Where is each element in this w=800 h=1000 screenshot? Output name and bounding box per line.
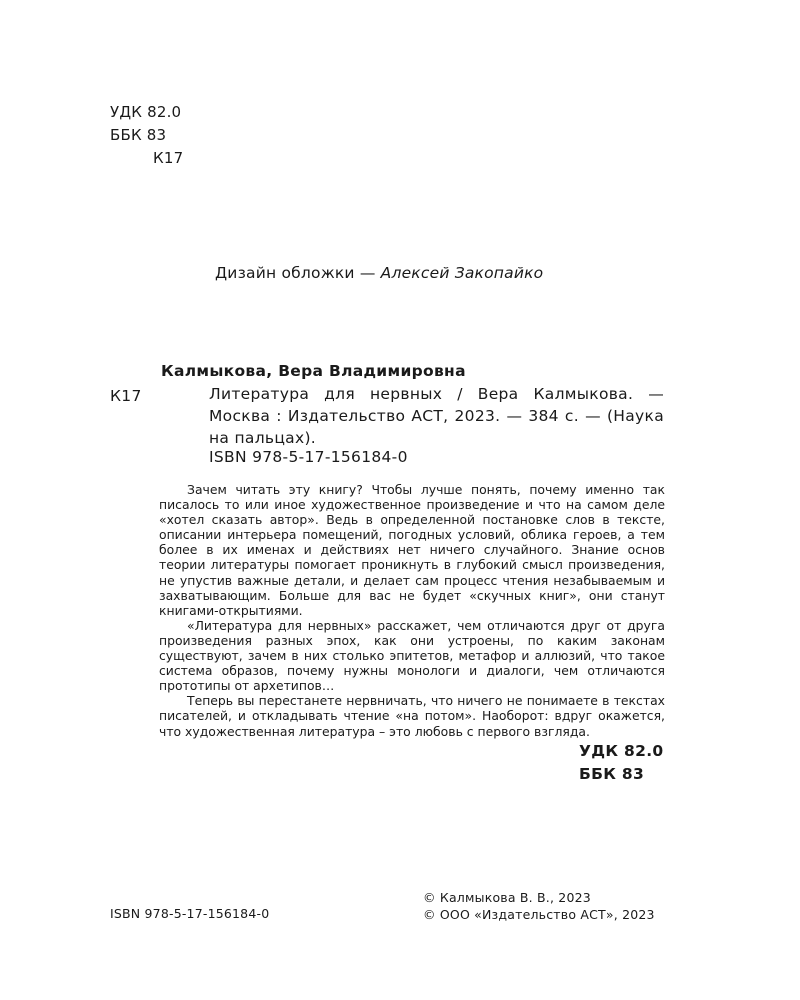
copyright-author: © Калмыкова В. В., 2023 — [423, 890, 591, 905]
udk-code-bold: УДК 82.0 — [579, 742, 664, 760]
annotation-paragraph: Теперь вы перестанете нервничать, что ничего не понимаете в текстах писателей, и откладывать чтение «на потом». Наоборот: вдруг окажется, что художественная литература – это любовь с первого взгляда. — [159, 693, 665, 739]
classification-block-top — [110, 101, 183, 170]
cover-design-credit — [215, 264, 543, 282]
copyright-publisher: © ООО «Издательство АСТ», 2023 — [423, 907, 655, 922]
bbk-code: ББК 83 — [110, 126, 167, 144]
annotation-paragraph: «Литература для нервных» расскажет, чем отличаются друг от друга произведения разных эпох, как они устроены, по каким законам существуют, зачем в них столько эпитетов, метафор и аллюзий, что такое система образов, почему нужны монологи и диалоги, чем отличаются прототипы от архетипов… — [159, 617, 665, 694]
catalog-description: Литература для нервных / Вера Калмыкова. — Москва : Издательство АСТ, 2023. — 384 с. — (Наука на пальцах). — [209, 385, 664, 447]
bbk-code-bold: ББК 83 — [579, 765, 645, 783]
catalog-author-mark: К17 — [110, 387, 142, 405]
cover-designer-name: Алексей Закопайко — [380, 264, 544, 282]
author-mark: К17 — [153, 149, 184, 167]
catalog-isbn: ISBN 978-5-17-156184-0 — [209, 448, 408, 466]
annotation — [159, 482, 665, 739]
cover-design-label: Дизайн обложки — — [215, 264, 381, 282]
catalog-author-heading: Калмыкова, Вера Владимировна — [161, 362, 466, 380]
footer-isbn: ISBN 978-5-17-156184-0 — [110, 906, 270, 921]
udk-code: УДК 82.0 — [110, 103, 182, 121]
annotation-paragraph: Зачем читать эту книгу? Чтобы лучше понять, почему именно так писалось то или иное художественное произведение и что на самом деле «хотел сказать автор». Ведь в определенной постановке слов в тексте, описании интерьера помещений, погодных условий, облика героев, а тем более в их именах и действиях нет ничего случайного. Знание основ теории литературы помогает проникнуть в глубокий смысл произведения, не упустив важные детали, и делает сам процесс чтения незабываемым и захватывающим. Больше для вас не будет «скучных книг», они станут книгами-открытиями. — [159, 482, 665, 618]
classification-block-bottom — [579, 740, 663, 786]
